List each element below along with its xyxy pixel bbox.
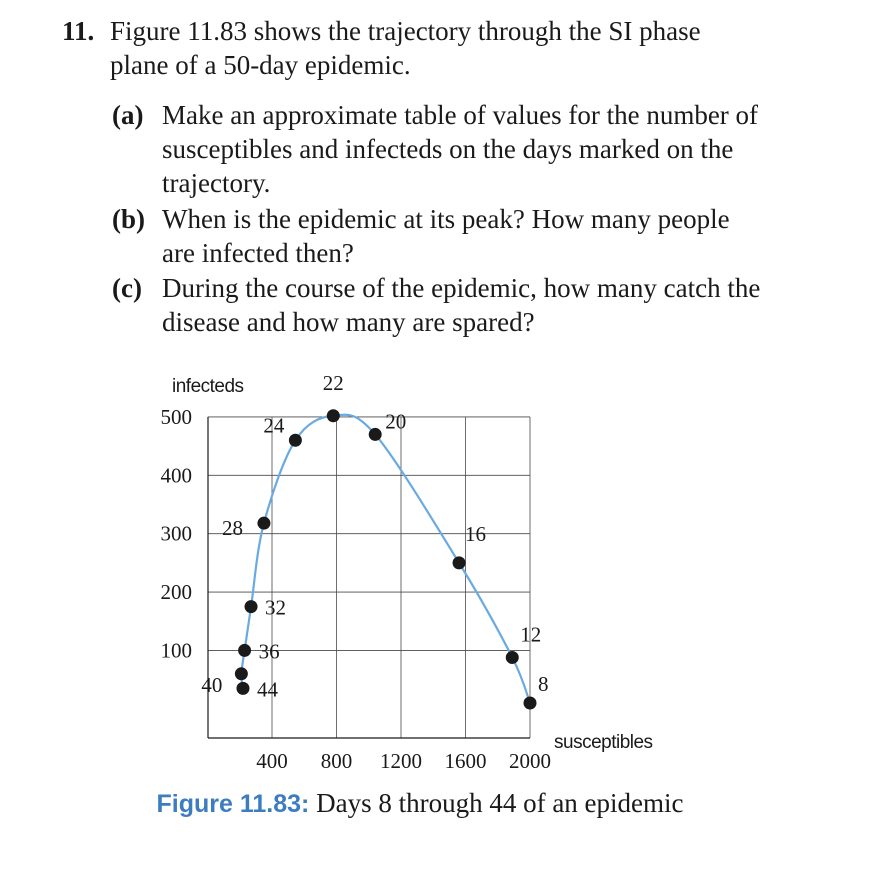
day-label-28: 28	[221, 516, 243, 541]
day-point-12	[506, 651, 519, 664]
day-point-8	[524, 696, 537, 709]
y-tick-label: 500	[160, 404, 192, 429]
part-c-text: During the course of the epidemic, how many catch the disease and how many are spared?	[162, 273, 761, 337]
y-tick-label: 100	[160, 638, 192, 663]
day-point-28	[257, 517, 270, 530]
x-tick-label: 400	[256, 749, 288, 773]
day-label-22: 22	[322, 370, 344, 395]
day-point-40	[235, 667, 248, 680]
day-label-40: 40	[201, 672, 223, 697]
x-tick-label: 2000	[509, 749, 551, 773]
day-points	[235, 409, 537, 709]
part-a-text: Make an approximate table of values for the number of susceptibles and infecteds on the days marked on the trajectory.	[162, 100, 759, 198]
caption-text: Days 8 through 44 of an epidemic	[316, 788, 684, 818]
day-label-32: 32	[265, 595, 287, 620]
day-labels	[201, 371, 548, 702]
day-label-8: 8	[538, 671, 549, 696]
part-b	[112, 202, 762, 270]
x-axis-label: susceptibles	[554, 732, 653, 753]
day-label-16: 16	[465, 521, 487, 546]
x-tick-label: 1200	[380, 749, 422, 773]
y-tick-label: 400	[160, 463, 192, 488]
part-a	[112, 98, 762, 200]
part-a-label: (a)	[112, 100, 144, 130]
day-label-20: 20	[385, 409, 407, 434]
x-tick-label: 800	[320, 749, 353, 773]
day-point-24	[289, 434, 302, 447]
day-label-24: 24	[263, 413, 285, 438]
y-axis-label: infecteds	[172, 376, 244, 397]
day-label-44: 44	[256, 677, 278, 702]
y-tick-label: 200	[160, 580, 192, 605]
day-label-36: 36	[258, 639, 280, 664]
trajectory-curve	[241, 415, 530, 703]
x-tick-label: 1600	[444, 749, 487, 773]
caption-label: Figure 11.83:	[156, 790, 310, 818]
si-phase-plane-chart	[0, 360, 896, 780]
day-label-12: 12	[520, 622, 542, 647]
day-point-36	[238, 644, 251, 657]
part-c	[112, 271, 762, 339]
day-point-20	[369, 428, 382, 441]
problem-number: 11.	[62, 16, 95, 46]
part-b-label: (b)	[112, 204, 145, 234]
problem-11	[62, 14, 762, 82]
day-point-44	[236, 682, 249, 695]
figure-caption	[150, 786, 690, 821]
day-point-16	[453, 556, 466, 569]
part-b-text: When is the epidemic at its peak? How many people are infected then?	[162, 204, 730, 268]
part-c-label: (c)	[112, 273, 142, 303]
y-tick-label: 300	[160, 521, 192, 546]
day-point-22	[327, 409, 340, 422]
axes	[161, 405, 552, 773]
problem-stem: Figure 11.83 shows the trajectory through the SI phase plane of a 50-day epidemic.	[110, 16, 701, 80]
day-point-32	[245, 600, 258, 613]
